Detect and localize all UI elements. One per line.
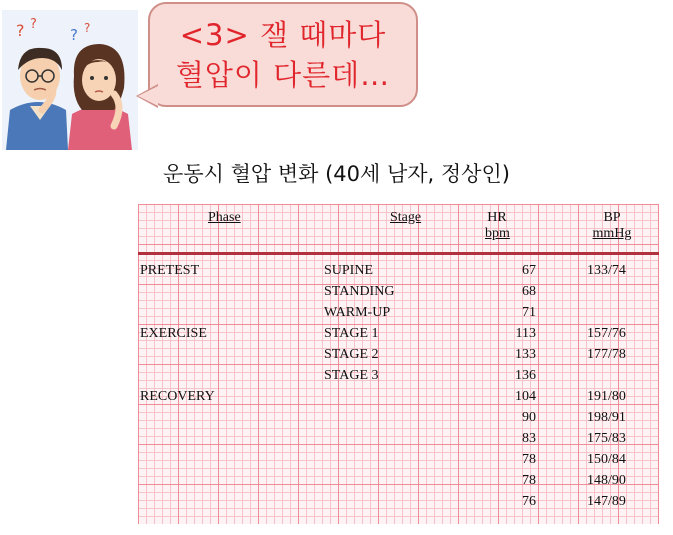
bp-cell: 133/74 [587,263,626,278]
bp-cell: 150/84 [587,452,626,467]
hr-cell: 113 [515,326,536,341]
table-row [138,470,659,491]
bp-cell: 147/89 [587,494,626,509]
table-title: 운동시 혈압 변화 (40세 남자, 정상인) [163,162,510,186]
hr-cell: 104 [515,389,536,404]
phase-cell: EXERCISE [140,326,207,341]
header-separator [138,252,659,255]
table-row [138,386,659,407]
table-row [138,302,659,323]
table-row [138,281,659,302]
hr-cell: 78 [522,473,536,488]
table-row [138,344,659,365]
table-row [138,491,659,512]
hr-cell: 76 [522,494,536,509]
ecg-grid-table [138,204,659,524]
phase-cell: PRETEST [140,263,200,278]
bp-cell: 148/90 [587,473,626,488]
table-row [138,428,659,449]
hr-cell: 90 [522,410,536,425]
svg-text:?: ? [16,21,25,40]
stage-cell: STANDING [324,284,395,299]
svg-text:?: ? [30,17,37,32]
bp-cell: 177/78 [587,347,626,362]
table-row [138,260,659,281]
table-row [138,449,659,470]
speech-bubble [148,2,418,107]
svg-text:?: ? [84,21,91,35]
hr-cell: 133 [515,347,536,362]
stage-cell: WARM-UP [324,305,391,320]
stage-cell: STAGE 3 [324,368,379,383]
bp-cell: 198/91 [587,410,626,425]
hr-cell: 68 [522,284,536,299]
bp-cell: 191/80 [587,389,626,404]
header-hr: HR bpm [485,210,510,241]
svg-text:?: ? [70,26,78,44]
header-stage: Stage [390,210,422,225]
stage-cell: SUPINE [324,263,374,278]
table-row [138,407,659,428]
stage-cell: STAGE 1 [324,326,379,341]
bubble-line-1: <3> 잴 때마다 [179,17,387,52]
stage-cell: STAGE 2 [324,347,379,362]
hr-cell: 78 [522,452,536,467]
phase-cell: RECOVERY [140,389,215,404]
confused-couple-illustration [2,10,138,150]
header-phase: Phase [208,210,241,225]
hr-cell: 136 [515,368,536,383]
header-bp: BP mmHg [592,210,632,241]
table-row [138,323,659,344]
bp-cell: 157/76 [587,326,626,341]
bp-cell: 175/83 [587,431,626,446]
hr-cell: 67 [522,263,536,278]
hr-cell: 83 [522,431,536,446]
bubble-line-2: 혈압이 다른데… [175,57,391,92]
hr-cell: 71 [522,305,536,320]
table-row [138,365,659,386]
